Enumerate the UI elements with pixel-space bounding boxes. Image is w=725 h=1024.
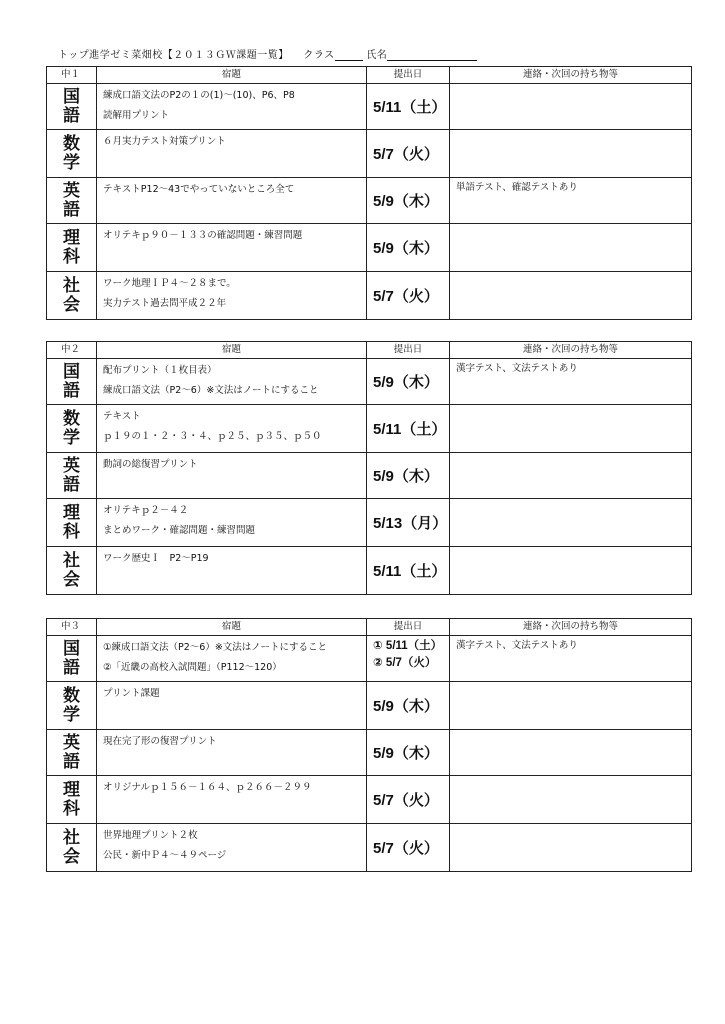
homework-line: 実力テスト過去問平成２２年 (103, 298, 227, 309)
subject-char: 会 (63, 846, 80, 867)
document-title: トップ進学ゼミ菜畑校【２０１３ＧＷ課題一覧】 (58, 50, 289, 61)
homework-cell (97, 272, 367, 320)
homework-cell (97, 130, 367, 178)
homework-line: テキストP12～43でやっていないところ全て (103, 184, 295, 195)
due-date: 5/11（土） (373, 563, 447, 580)
homework-cell (97, 730, 367, 776)
subject-char: 社 (63, 275, 80, 296)
due-cell (367, 499, 450, 547)
homework-line: オリテキｐ２－４２ (103, 505, 189, 516)
table-row (47, 453, 692, 499)
subject-char: 社 (63, 550, 80, 571)
table-row (47, 224, 692, 272)
homework-line: プリント課題 (103, 688, 160, 699)
note-cell (450, 272, 692, 320)
due-date: 5/9（木） (373, 745, 439, 762)
subject-char: 語 (63, 657, 80, 678)
subject-cell (47, 453, 97, 499)
homework-cell (97, 682, 367, 730)
subject-cell (47, 636, 97, 682)
due-date: 5/9（木） (373, 374, 439, 391)
subject-char: 語 (63, 199, 80, 220)
homework-column-header: 宿題 (97, 67, 367, 84)
homework-line: まとめワーク・確認問題・練習問題 (103, 525, 256, 536)
grade-label: 中３ (47, 619, 97, 636)
table-row (47, 359, 692, 405)
due-date: 5/7（火） (373, 146, 439, 163)
subject-cell (47, 547, 97, 595)
note-cell (450, 547, 692, 595)
due-date: 5/9（木） (373, 240, 439, 257)
homework-line: 練成口語文法（P2～6）※文法はノートにすること (103, 385, 319, 396)
due-date: 5/7（火） (373, 792, 439, 809)
homework-cell (97, 359, 367, 405)
homework-cell (97, 224, 367, 272)
subject-char: 会 (63, 569, 80, 590)
subject-char: 英 (63, 732, 80, 753)
table-row (47, 405, 692, 453)
note-cell (450, 405, 692, 453)
due-date: 5/9（木） (373, 193, 439, 210)
note-cell: 漢字テスト、文法テストあり (450, 359, 692, 405)
due-date: 5/13（月） (373, 515, 448, 532)
subject-cell (47, 776, 97, 824)
due-cell (367, 776, 450, 824)
subject-char: 語 (63, 380, 80, 401)
homework-cell (97, 178, 367, 224)
due-cell (367, 730, 450, 776)
due-column-header: 提出日 (367, 342, 450, 359)
note-cell (450, 453, 692, 499)
subject-char: 理 (63, 502, 80, 523)
grade-table (46, 66, 692, 320)
table-row (47, 547, 692, 595)
due-cell (367, 178, 450, 224)
subject-cell (47, 130, 97, 178)
homework-line: オリジナルｐ１５６－１６４、ｐ２６６－２９９ (103, 782, 312, 793)
note-cell (450, 224, 692, 272)
notes-column-header: 連絡・次回の持ち物等 (450, 342, 692, 359)
note-cell (450, 824, 692, 872)
homework-line: ｐ１９の１・２・３・４、ｐ２５、ｐ３５、ｐ５０ (103, 431, 322, 442)
due-cell (367, 682, 450, 730)
homework-column-header: 宿題 (97, 342, 367, 359)
note-cell (450, 499, 692, 547)
class-blank[interactable] (335, 50, 363, 61)
subject-char: 理 (63, 779, 80, 800)
due-cell (367, 547, 450, 595)
homework-line: テキスト (103, 411, 141, 422)
subject-char: 数 (63, 408, 80, 429)
table-row (47, 730, 692, 776)
due-date: ② 5/7（火） (373, 657, 437, 669)
subject-char: 国 (63, 86, 80, 107)
subject-cell (47, 499, 97, 547)
subject-char: 語 (63, 105, 80, 126)
due-column-header: 提出日 (367, 619, 450, 636)
table-row (47, 499, 692, 547)
subject-char: 学 (63, 704, 80, 725)
homework-cell (97, 636, 367, 682)
table-header-row (47, 619, 692, 636)
homework-cell (97, 547, 367, 595)
subject-cell (47, 730, 97, 776)
notes-column-header: 連絡・次回の持ち物等 (450, 619, 692, 636)
homework-cell (97, 405, 367, 453)
homework-line: 練成口語文法のP2の１の(1)～(10)、P6、P8 (103, 90, 295, 101)
table-header-row (47, 67, 692, 84)
note-cell: 漢字テスト、文法テストあり (450, 636, 692, 682)
due-cell (367, 130, 450, 178)
due-date: 5/7（火） (373, 288, 439, 305)
table-header-row (47, 342, 692, 359)
note-cell (450, 130, 692, 178)
due-cell (367, 453, 450, 499)
note-cell: 単語テスト、確認テストあり (450, 178, 692, 224)
subject-char: 数 (63, 133, 80, 154)
subject-cell (47, 224, 97, 272)
due-cell (367, 272, 450, 320)
subject-char: 理 (63, 227, 80, 248)
table-row (47, 130, 692, 178)
subject-char: 社 (63, 827, 80, 848)
grade-table (46, 618, 692, 872)
table-row (47, 178, 692, 224)
subject-char: 英 (63, 180, 80, 201)
subject-cell (47, 824, 97, 872)
due-date: 5/11（土） (373, 421, 447, 438)
notes-column-header: 連絡・次回の持ち物等 (450, 67, 692, 84)
due-cell (367, 636, 450, 682)
grade-table (46, 341, 692, 595)
homework-cell (97, 84, 367, 130)
subject-char: 数 (63, 685, 80, 706)
homework-cell (97, 776, 367, 824)
subject-char: 語 (63, 474, 80, 495)
homework-cell (97, 499, 367, 547)
homework-line: ①練成口語文法（P2～6）※文法はノートにすること (103, 642, 328, 653)
due-cell (367, 84, 450, 130)
due-date: 5/11（土） (373, 99, 447, 116)
subject-char: 科 (63, 246, 80, 267)
homework-line: ワーク地理ＩＰ４～２８まで。 (103, 278, 236, 289)
due-date: ① 5/11（土） (373, 640, 443, 652)
homework-line: 公民・新中Ｐ４～４９ページ (103, 850, 227, 861)
due-date: 5/7（火） (373, 840, 439, 857)
homework-cell (97, 824, 367, 872)
subject-char: 語 (63, 751, 80, 772)
table-row (47, 824, 692, 872)
note-cell (450, 730, 692, 776)
homework-cell (97, 453, 367, 499)
homework-line: 読解用プリント (103, 110, 170, 121)
subject-cell (47, 178, 97, 224)
subject-char: 英 (63, 455, 80, 476)
subject-char: 学 (63, 152, 80, 173)
note-cell (450, 682, 692, 730)
document-header (58, 46, 698, 61)
subject-char: 国 (63, 638, 80, 659)
name-label: 氏名 (366, 50, 388, 61)
due-column-header: 提出日 (367, 67, 450, 84)
grade-label: 中２ (47, 342, 97, 359)
homework-line: オリテキｐ９０－１３３の確認問題・練習問題 (103, 230, 303, 241)
table-row (47, 776, 692, 824)
subject-cell (47, 682, 97, 730)
table-row (47, 636, 692, 682)
homework-line: ②「近畿の高校入試問題」（P112～120） (103, 662, 282, 673)
grade-label: 中１ (47, 67, 97, 84)
due-cell (367, 359, 450, 405)
homework-line: 世界地理プリント２枚 (103, 830, 198, 841)
note-cell (450, 776, 692, 824)
subject-char: 学 (63, 427, 80, 448)
subject-char: 会 (63, 294, 80, 315)
homework-line: ６月実力テスト対策プリント (103, 136, 226, 147)
subject-char: 科 (63, 798, 80, 819)
name-blank[interactable] (387, 50, 477, 61)
homework-line: ワーク歴史Ｉ P2～P19 (103, 553, 209, 564)
due-date: 5/9（木） (373, 468, 439, 485)
note-cell (450, 84, 692, 130)
due-cell (367, 405, 450, 453)
due-date: 5/9（木） (373, 698, 439, 715)
subject-cell (47, 405, 97, 453)
subject-char: 科 (63, 521, 80, 542)
subject-cell (47, 84, 97, 130)
table-row (47, 682, 692, 730)
subject-cell (47, 272, 97, 320)
table-row (47, 84, 692, 130)
subject-cell (47, 359, 97, 405)
homework-line: 現在完了形の復習プリント (103, 736, 217, 747)
due-cell (367, 824, 450, 872)
homework-line: 配布プリント（１枚目表） (103, 365, 217, 376)
class-label: クラス (303, 50, 335, 61)
subject-char: 国 (63, 361, 80, 382)
homework-line: 動詞の総復習プリント (103, 459, 198, 470)
due-cell (367, 224, 450, 272)
homework-column-header: 宿題 (97, 619, 367, 636)
table-row (47, 272, 692, 320)
